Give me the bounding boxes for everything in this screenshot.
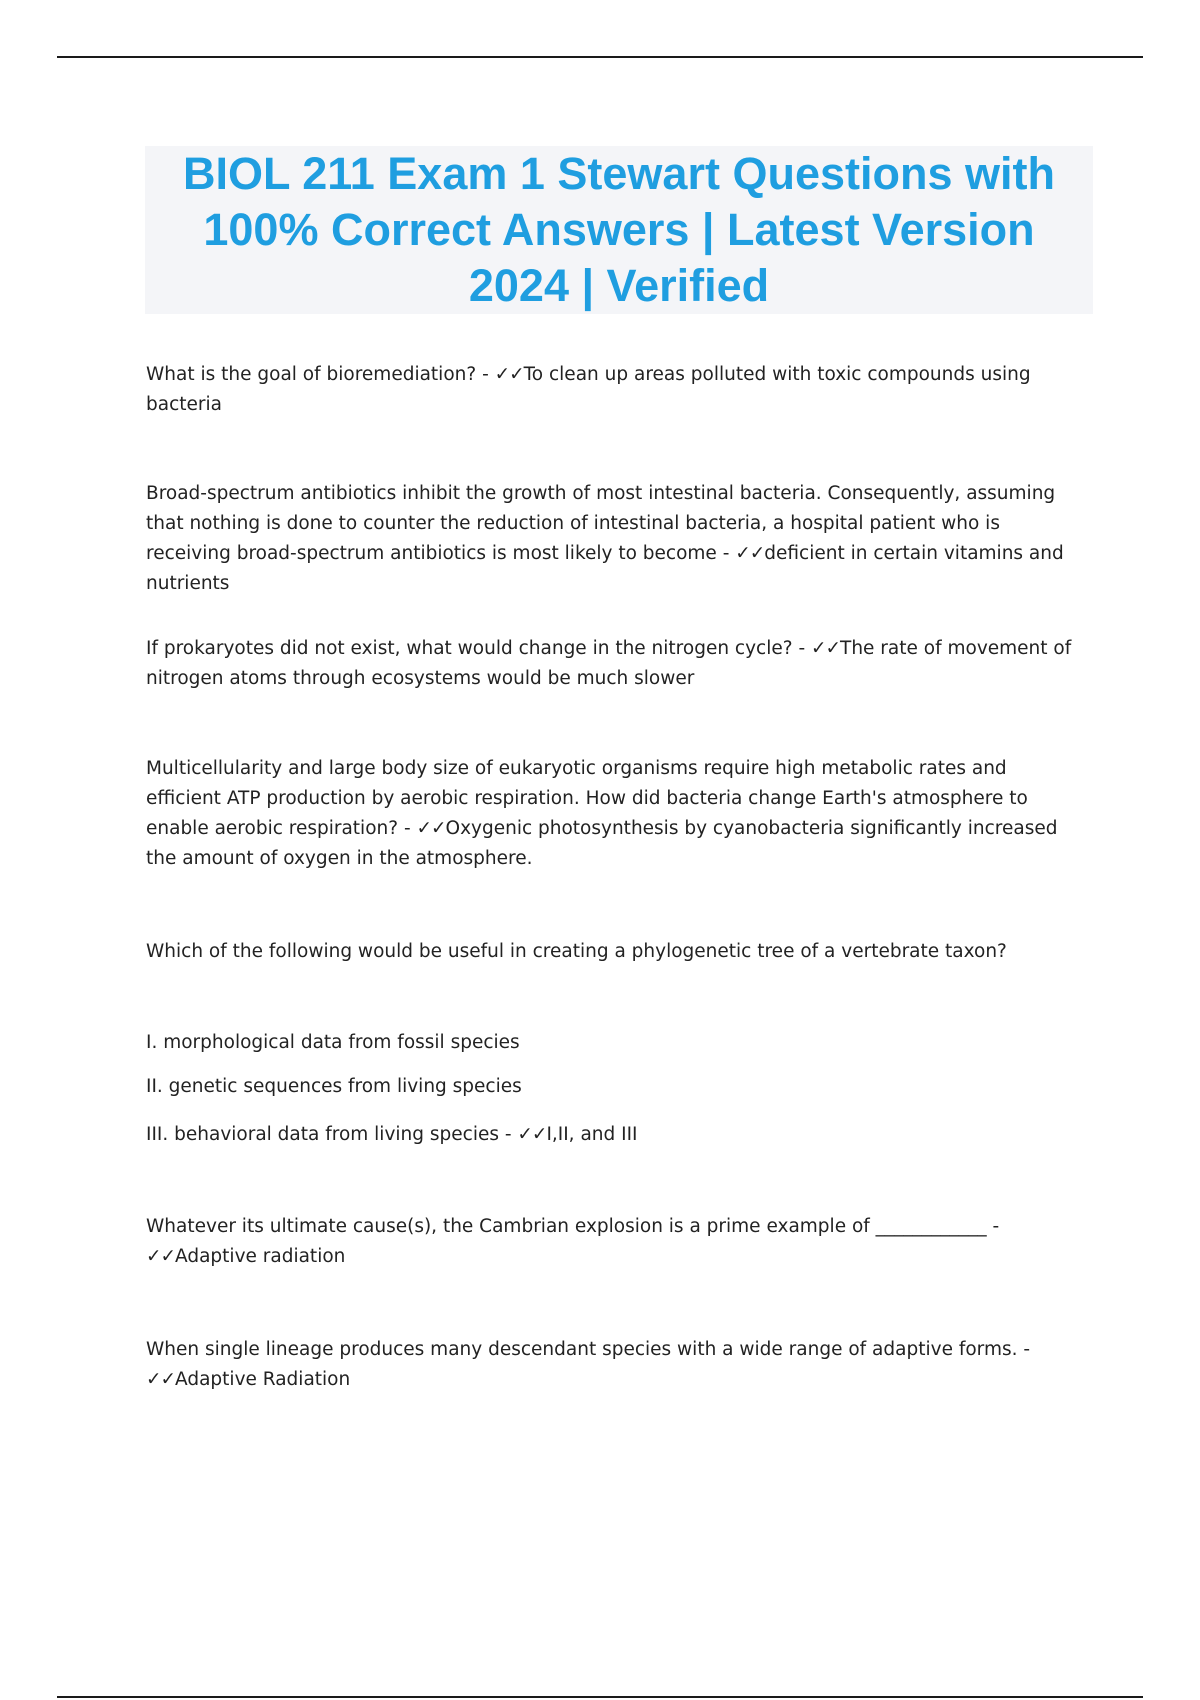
question-text: Whatever its ultimate cause(s), the Cambrian explosion is a prime example of ____________ [146, 1216, 987, 1237]
answer-text: To clean up areas polluted with toxic compounds using bacteria [146, 364, 1031, 415]
question-text: When single lineage produces many descendant species with a wide range of adaptive forms. [146, 1339, 1018, 1360]
check-icon: ✓✓ [494, 364, 524, 385]
answer-text: The rate of movement of nitrogen atoms through ecosystems would be much slower [146, 638, 1072, 689]
option-i: I. morphological data from fossil species [146, 1032, 520, 1053]
check-icon: ✓✓ [735, 543, 765, 564]
qa-item-4 [146, 754, 1086, 874]
qa-item-7 [146, 1335, 1086, 1395]
answer-text: I,II, and III [546, 1124, 638, 1145]
separator: - [986, 1216, 1000, 1237]
qa-item-2 [146, 479, 1086, 599]
question-text: Broad-spectrum antibiotics inhibit the growth of most intestinal bacteria. Consequently, assuming that nothing is done to counter the reduction of intestinal bacteria, a hospital patient who is receiving broad-spectrum antibiotics is most likely to become [146, 483, 1056, 564]
question-text: Multicellularity and large body size of eukaryotic organisms require high metabolic rates and efficient ATP production by aerobic respiration. How did bacteria change Earth's atmosphere to enable aerobic respiration? [146, 758, 1028, 839]
separator: - [792, 638, 811, 659]
answer-text: Adaptive radiation [175, 1246, 346, 1267]
separator: - [498, 1124, 518, 1145]
check-icon: ✓✓ [517, 1124, 547, 1145]
check-icon: ✓✓ [146, 1369, 176, 1390]
top-rule [57, 56, 1143, 58]
check-icon: ✓✓ [416, 818, 446, 839]
question-text: Which of the following would be useful in creating a phylogenetic tree of a vertebrate taxon? [146, 941, 1007, 962]
separator: - [1017, 1339, 1031, 1360]
separator: - [476, 364, 495, 385]
separator: - [716, 543, 736, 564]
answer-text: Adaptive Radiation [175, 1369, 351, 1390]
qa-item-3 [146, 634, 1086, 694]
bottom-rule [57, 1696, 1143, 1698]
title-banner [145, 146, 1093, 314]
option-ii: II. genetic sequences from living species [146, 1076, 522, 1097]
qa-item-6 [146, 1212, 1086, 1272]
check-icon: ✓✓ [146, 1246, 176, 1267]
qa-item-5 [146, 937, 1086, 967]
check-icon: ✓✓ [811, 638, 841, 659]
option-iii [146, 1120, 638, 1150]
option-text: III. behavioral data from living species [146, 1124, 499, 1145]
answer-text: deficient in certain vitamins and nutrients [146, 543, 1064, 594]
answer-text: Oxygenic photosynthesis by cyanobacteria significantly increased the amount of oxygen in the atmosphere. [146, 818, 1058, 869]
separator: - [398, 818, 417, 839]
document-title: BIOL 211 Exam 1 Stewart Questions with 100% Correct Answers | Latest Version 2024 | Verified [183, 148, 1055, 311]
qa-item-1 [146, 360, 1086, 420]
question-text: What is the goal of bioremediation? [146, 364, 477, 385]
question-text: If prokaryotes did not exist, what would change in the nitrogen cycle? [146, 638, 793, 659]
